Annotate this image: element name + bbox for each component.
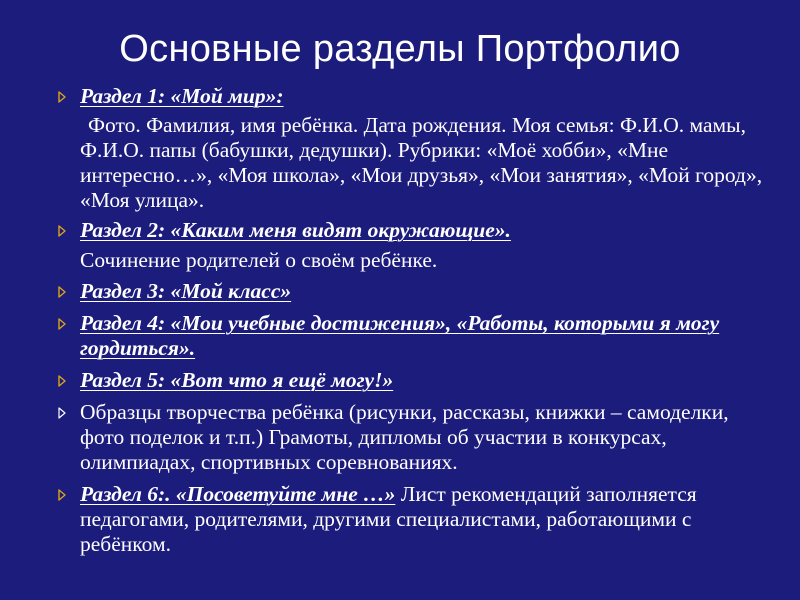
section-heading: Раздел 4: «Мои учебные достижения», «Работы, которыми я могу гордиться». [80, 311, 720, 360]
arrow-bullet-icon [58, 286, 66, 298]
list-item-section-4 [56, 311, 776, 361]
arrow-bullet-icon [58, 318, 66, 330]
section-heading: Раздел 3: «Мой класс» [80, 279, 292, 303]
section-tail-text: Лист рекомендаций заполняется педагогами, родителями, другими специалистами, работающими с ребёнком. [80, 482, 697, 556]
section-heading: Раздел 1: «Мой мир»: [80, 84, 284, 108]
list-item-section-2 [56, 218, 776, 243]
arrow-bullet-icon [58, 375, 66, 387]
slide-content [56, 84, 776, 564]
arrow-bullet-icon [58, 225, 66, 237]
list-item-section-3 [56, 279, 776, 304]
section-body-text: Сочинение родителей о своём ребёнке. [80, 248, 438, 272]
section-body-text: Фото. Фамилия, имя ребёнка. Дата рождения. Моя семья: Ф.И.О. мамы, Ф.И.О. папы (бабушки, дедушки). Рубрики: «Моё хобби», «Мне интересно…», «Моя школа», «Мои друзья», «Мои занятия», «Мой город», «Моя улица». [80, 113, 763, 212]
section-heading: Раздел 2: «Каким меня видят окружающие». [80, 218, 511, 242]
slide-title: Основные разделы Портфолио [119, 28, 681, 70]
section-body [56, 113, 776, 213]
section-body [56, 248, 776, 273]
list-item-section-5 [56, 368, 776, 393]
arrow-bullet-icon [58, 407, 66, 419]
list-item-section-1 [56, 84, 776, 109]
list-item-section-6 [56, 482, 776, 557]
list-item-plain [56, 400, 776, 475]
section-heading: Раздел 6:. «Посоветуйте мне …» [80, 482, 396, 506]
paragraph-text: Образцы творчества ребёнка (рисунки, рассказы, книжки – самоделки, фото поделок и т.п.) Грамоты, дипломы об участии в конкурсах, олимпиадах, спортивных соревнованиях. [80, 400, 729, 474]
arrow-bullet-icon [58, 91, 66, 103]
arrow-bullet-icon [58, 489, 66, 501]
section-heading: Раздел 5: «Вот что я ещё могу!» [80, 368, 394, 392]
